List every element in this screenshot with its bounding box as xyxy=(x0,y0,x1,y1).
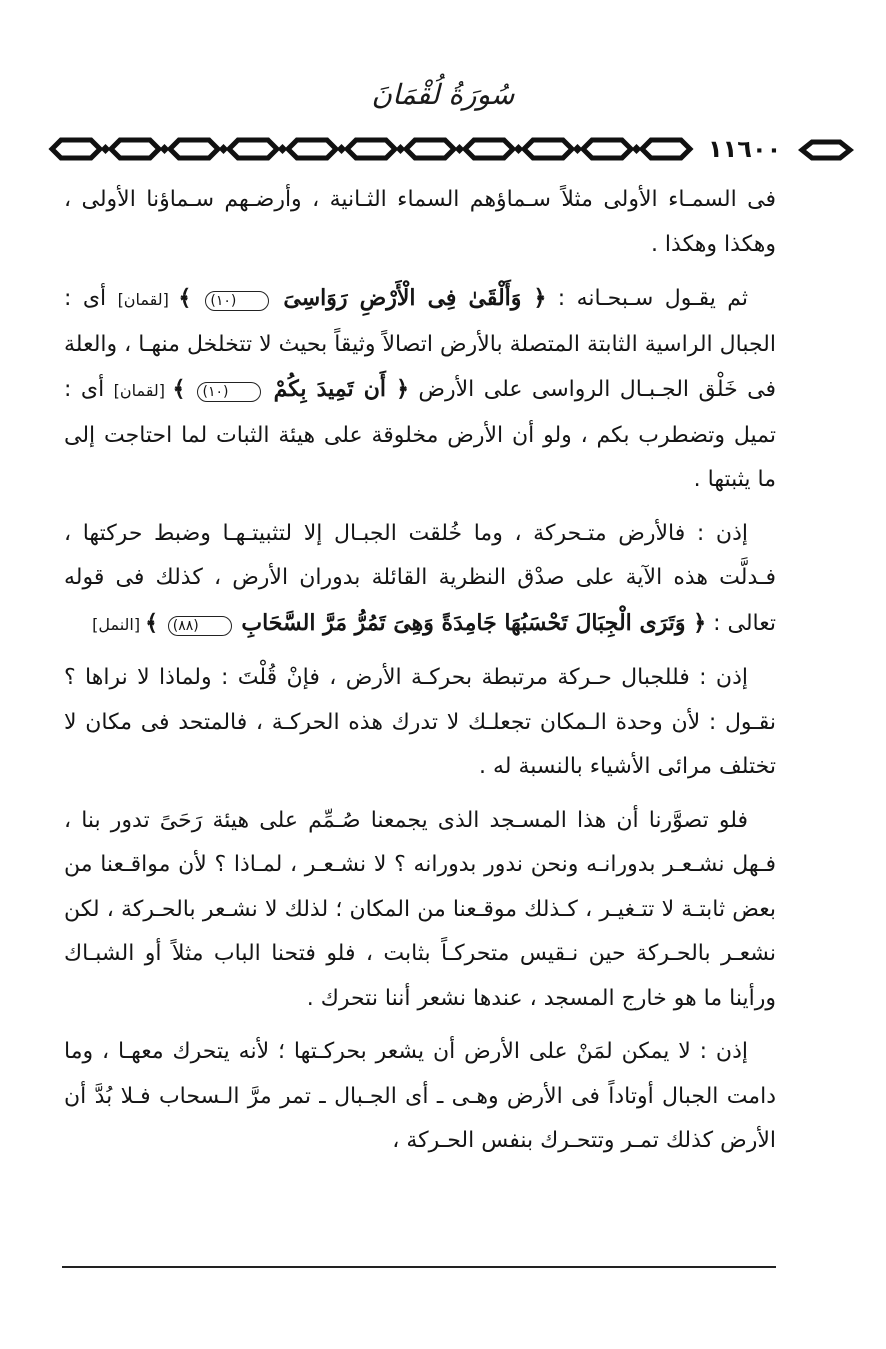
ayah-number-mark: (١٠) xyxy=(205,291,269,311)
quran-verse: ﴾ xyxy=(178,285,204,311)
chain-link xyxy=(170,140,218,158)
chain-diamond xyxy=(573,144,583,154)
chain-diamond xyxy=(337,144,347,154)
chain-link xyxy=(229,140,277,158)
ornamental-chain-border xyxy=(48,133,698,165)
chain-diamond xyxy=(160,144,170,154)
body-text-segment: إذن : فللجبال حـركة مرتبطة بحركـة الأرض ، فإنْ قُلْتَ : ولماذا لا نراها ؟ نقـول : لأن وحدة الـمكان تجعلـك لا تدرك هذه الحركـة ، فالمتحد فى مكان لا تختلف مرائى الأشياء بالنسبة له . xyxy=(64,665,776,779)
surah-reference: [لقمان] xyxy=(113,381,173,400)
header-band xyxy=(48,133,810,165)
chain-link xyxy=(524,140,572,158)
chain-link xyxy=(583,140,631,158)
body-text-segment: إذن : فالأرض متـحركة ، وما خُلقت الجبـال إلا لتثبيتـهـا وضبط حركتها ، فـدلَّت هذه الآية على صدْق النظرية القائلة بدوران الأرض ، كذلك فى قوله تعالى : xyxy=(64,520,776,636)
chain-diamond xyxy=(514,144,524,154)
paragraph xyxy=(64,1030,776,1164)
chain-diamond xyxy=(455,144,465,154)
body-text-segment: أى : تميل وتضطرب بكم ، ولو أن الأرض مخلوقة على هيئة الثبات لما احتاجت إلى ما يثبتها . xyxy=(64,377,776,492)
quran-verse: ﴾ xyxy=(172,376,196,402)
quran-verse: ﴾ xyxy=(145,609,166,636)
chain-diamond xyxy=(101,144,111,154)
footer-rule xyxy=(62,1266,776,1268)
quran-verse: ﴿ وَأَلْقَىٰ فِى الْأَرْضِ رَوَاسِىَ xyxy=(271,285,547,311)
chain-link xyxy=(406,140,454,158)
chain-link xyxy=(52,140,100,158)
page-number: ١١٦٠٠ xyxy=(708,135,782,163)
surah-reference: [لقمان] xyxy=(117,290,179,309)
chain-link xyxy=(347,140,395,158)
body-text-segment: فلو تصوَّرنا أن هذا المسـجد الذى يجمعنا صُـمِّم على هيئة رَحَىً تدور بنا ، فـهل نشـعـر بدورانـه ونحن ندور بدورانه ؟ لا نشـعـر ، لمـاذا ؟ لأن مواقـعنا من بعض ثابتـة لا تتـغيـر ، كـذلك موقـعنا من المكان ؛ لذلك لا نشـعر بالحـركة ، لكن نشعـر بالحـركة حين نـقيس متحركـاً بثابت ، فلو فتحنا الباب مثلاً أو الشبـاك ورأينا ما هو خارج المسجد ، عندها نشعر أننا نتحرك . xyxy=(64,807,776,1011)
chain-diamond xyxy=(396,144,406,154)
paragraph xyxy=(64,512,776,648)
ayah-number-mark: (١٠) xyxy=(197,382,261,402)
ayah-number-mark: (٨٨) xyxy=(168,616,232,636)
body-text-segment: إذن : لا يمكن لمَنْ على الأرض أن يشعر بحركـتها ؛ لأنه يتحرك معهـا ، وما دامت الجبال أوتاداً فى الأرض وهـى ـ أى الجـبال ـ تمر مرَّ الـسحاب فـلا بُدَّ أن الأرض كذلك تمـر وتتحـرك بنفس الحـركة ، xyxy=(64,1039,776,1153)
quran-verse: ﴿ أَن تَمِيدَ بِكُمْ xyxy=(263,376,409,402)
paragraph xyxy=(64,656,776,790)
paragraph xyxy=(64,799,776,1022)
body-text-segment: أى : الجبال الراسية الثابتة المتصلة بالأرض اتصالاً وثيقاً بحيث لا تتخلخل منهـا ، والعلة فى خَلْق الجـبـال الرواسى على الأرض xyxy=(64,286,776,402)
chain-diamond xyxy=(219,144,229,154)
chain-link xyxy=(642,140,690,158)
body-text-segment: ثم يقـول سـبحـانه : xyxy=(546,286,748,311)
chain-diamond xyxy=(278,144,288,154)
surah-reference: [النمل] xyxy=(92,614,146,634)
page-body xyxy=(64,178,776,1173)
surah-title: سُورَةُ لُقْمَانَ xyxy=(371,78,515,111)
paragraph xyxy=(64,178,776,267)
paragraph xyxy=(64,276,776,503)
chain-link xyxy=(288,140,336,158)
chain-link xyxy=(111,140,159,158)
chain-diamond xyxy=(632,144,642,154)
quran-verse: ﴿ وَتَرَى الْجِبَالَ تَحْسَبُهَا جَامِدَةً وَهِىَ تَمُرُّ مَرَّ السَّحَابِ xyxy=(233,609,707,636)
body-text-segment: فى السمـاء الأولى مثلاً سـماؤهم السماء الثـانية ، وأرضـهم سـماؤنا الأولى ، وهكذا وهكذا . xyxy=(64,187,776,257)
end-link-ornament xyxy=(798,139,854,161)
chain-link xyxy=(465,140,513,158)
